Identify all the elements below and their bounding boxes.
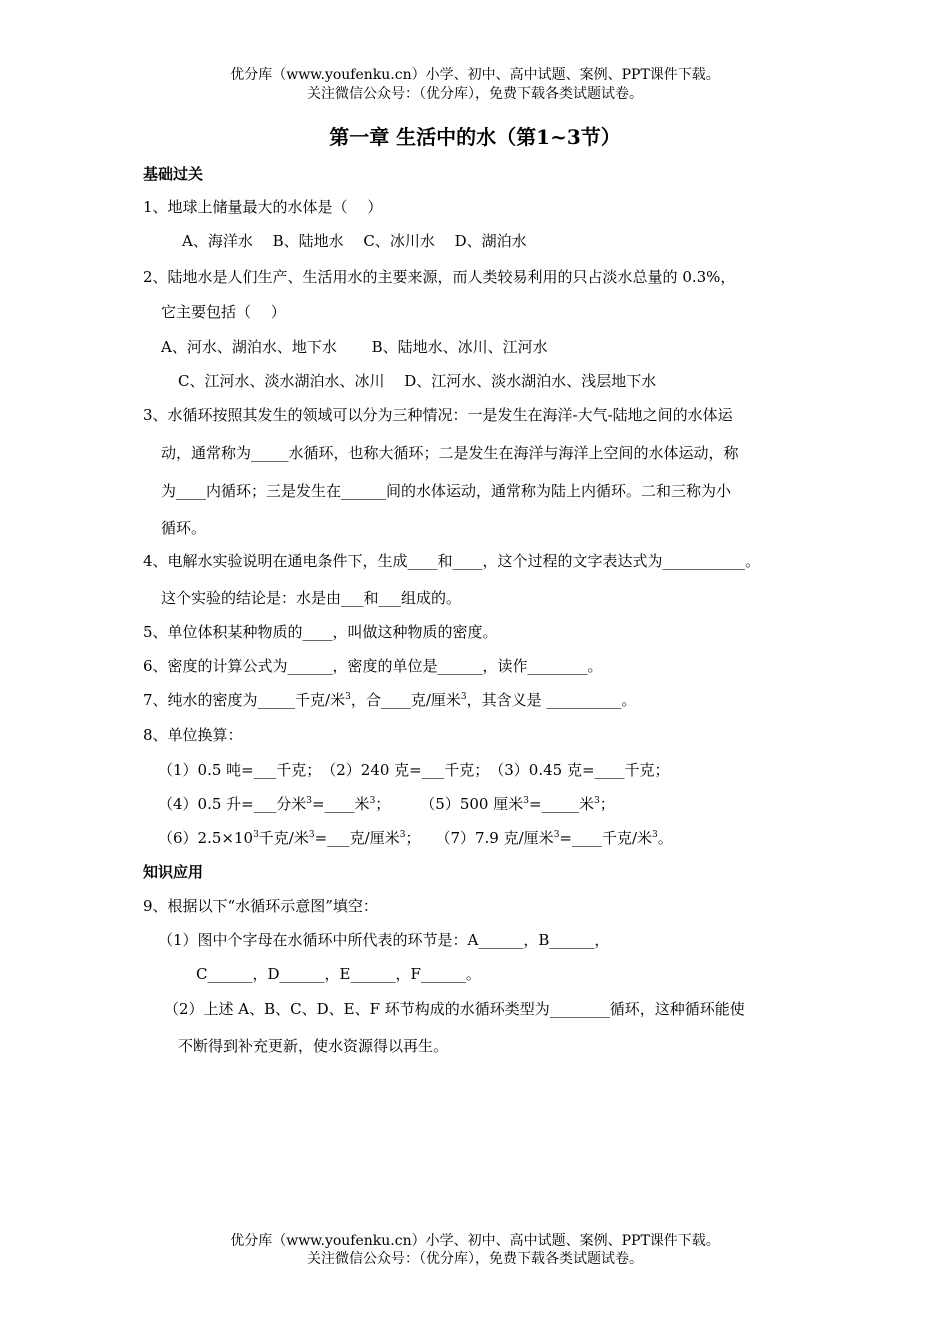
row-3-part-d: ； （7）7.9 克/厘米 xyxy=(405,829,554,847)
question-7 xyxy=(143,690,636,710)
row-2-part-b: =____米 xyxy=(311,795,370,813)
row-3-part-a: （6）2.5×10 xyxy=(158,829,254,847)
question-4-line-1: 4、电解水实验说明在通电条件下，生成____和____，这个过程的文字表达式为___________。 xyxy=(143,552,761,570)
question-3-line-4: 循环。 xyxy=(161,519,207,537)
exponent: 3 xyxy=(399,830,406,840)
question-1-stem: 1、地球上储量最大的水体是（ ） xyxy=(143,198,383,216)
exponent: 3 xyxy=(253,830,259,840)
question-9-part-1-line-2: C______，D______，E______，F______。 xyxy=(196,965,481,983)
question-2-line-2: 它主要包括（ ） xyxy=(161,303,286,321)
question-5: 5、单位体积某种物质的____，叫做这种物质的密度。 xyxy=(143,623,498,641)
exponent: 3 xyxy=(523,796,529,806)
page-title: 第一章 生活中的水（第1~3节） xyxy=(329,125,621,149)
row-2-part-d: =_____米 xyxy=(528,795,595,813)
question-7-part-b: ，合____克/厘米 xyxy=(350,691,461,709)
row-3-part-f: 。 xyxy=(657,829,673,847)
question-8-row-2 xyxy=(158,794,615,814)
question-9-part-2-line-1: （2）上述 A、B、C、D、E、F 环节构成的水循环类型为________循环，这种循环能使 xyxy=(164,1000,745,1018)
section-heading-basic: 基础过关 xyxy=(143,165,204,183)
exponent: 3 xyxy=(553,830,560,840)
question-8-stem: 8、单位换算： xyxy=(143,726,243,744)
question-8-row-1: （1）0.5 吨=___千克； （2）240 克=___千克； （3）0.45 克=____千克； xyxy=(158,761,670,779)
exponent: 3 xyxy=(308,830,315,840)
question-7-exponent-1: 3 xyxy=(345,692,351,702)
question-3-line-3: 为____内循环；三是发生在______间的水体运动，通常称为陆上内循环。二和三称为小 xyxy=(161,482,732,500)
question-3-line-1: 3、水循环按照其发生的领域可以分为三种情况：一是发生在海洋-大气-陆地之间的水体运 xyxy=(143,406,733,424)
question-1-options: A、海洋水 B、陆地水 C、冰川水 D、湖泊水 xyxy=(182,232,527,250)
question-9-stem: 9、根据以下“水循环示意图”填空： xyxy=(143,897,378,915)
exponent: 3 xyxy=(306,796,312,806)
question-7-exponent-2: 3 xyxy=(460,692,467,702)
exponent: 3 xyxy=(369,796,376,806)
question-8-row-3 xyxy=(158,828,673,848)
question-2-options-cd: C、江河水、淡水湖泊水、冰川 D、江河水、淡水湖泊水、浅层地下水 xyxy=(178,372,657,390)
row-2-part-a: （4）0.5 升=___分米 xyxy=(158,795,307,813)
question-9-part-1-line-1: （1）图中个字母在水循环中所代表的环节是：A______，B______， xyxy=(158,931,610,949)
exponent: 3 xyxy=(594,796,600,806)
header-line-1: 优分库（www.youfenku.cn）小学、初中、高中试题、案例、PPT课件下载。 xyxy=(230,67,720,83)
question-6: 6、密度的计算公式为______，密度的单位是______，读作________。 xyxy=(143,657,603,675)
exponent: 3 xyxy=(652,830,658,840)
question-4-line-2: 这个实验的结论是：水是由___和___组成的。 xyxy=(161,589,462,607)
header-line-2: 关注微信公众号：（优分库），免费下载各类试题试卷。 xyxy=(307,86,643,102)
footer-line-1: 优分库（www.youfenku.cn）小学、初中、高中试题、案例、PPT课件下载。 xyxy=(230,1233,720,1249)
question-2-line-1: 2、陆地水是人们生产、生活用水的主要来源，而人类较易利用的只占淡水总量的 0.3%， xyxy=(143,268,736,286)
row-2-part-c: ； （5）500 厘米 xyxy=(375,795,524,813)
footer-line-2: 关注微信公众号：（优分库），免费下载各类试题试卷。 xyxy=(307,1251,643,1267)
question-7-part-a: 7、纯水的密度为_____千克/米 xyxy=(143,691,346,709)
question-3-line-2: 动，通常称为_____水循环，也称大循环；二是发生在海洋与海洋上空间的水体运动，称 xyxy=(161,444,739,462)
question-9-part-2-line-2: 不断得到补充更新，使水资源得以再生。 xyxy=(178,1037,449,1055)
section-heading-application: 知识应用 xyxy=(143,863,204,881)
row-3-part-c: =___克/厘米 xyxy=(314,829,400,847)
row-2-part-e: ； xyxy=(599,795,615,813)
row-3-part-b: 千克/米 xyxy=(258,829,309,847)
question-7-part-c: ，其含义是 __________。 xyxy=(466,691,637,709)
question-2-options-ab: A、河水、湖泊水、地下水 B、陆地水、冰川、江河水 xyxy=(161,338,548,356)
row-3-part-e: =____千克/米 xyxy=(559,829,653,847)
